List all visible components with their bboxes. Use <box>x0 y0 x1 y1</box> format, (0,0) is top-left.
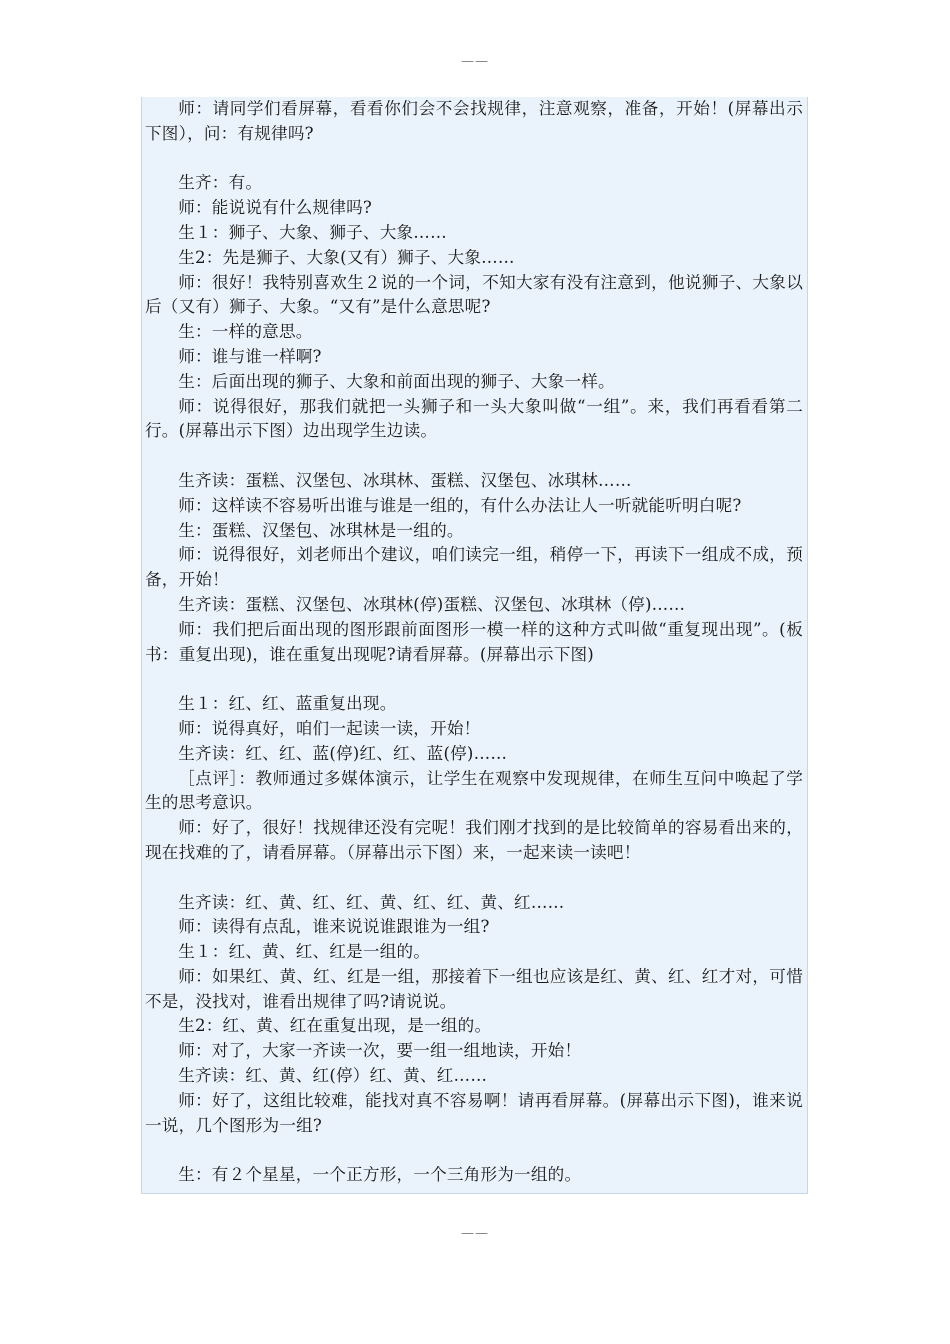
paragraph: ［点评］：教师通过多媒体演示，让学生在观察中发现规律，在师生互问中唤起了学生的思考意识。 <box>145 768 803 813</box>
page-footer-mark: —— <box>461 1226 489 1241</box>
paragraph: 师：如果红、黄、红、红是一组，那接着下一组也应该是红、黄、红、红才对，可惜不是，没找对，谁看出规律了吗?请说说。 <box>145 966 803 1011</box>
paragraph: 师：我们把后面出现的图形跟前面图形一模一样的这种方式叫做“重复现出现”。(板书：重复出现)，谁在重复出现呢?请看屏幕。(屏幕出示下图) <box>145 619 803 664</box>
blank-line <box>145 147 803 172</box>
paragraph: 生齐读：红、黄、红、红、黄、红、红、黄、红…… <box>178 892 565 912</box>
paragraph: 师：好了，这组比较难，能找对真不容易啊！请再看屏幕。(屏幕出示下图)，谁来说一说，几个图形为一组? <box>145 1090 803 1135</box>
blank-line <box>145 866 803 891</box>
paragraph: 师：说得真好，咱们一起读一读，开始！ <box>178 718 481 738</box>
paragraph: 生2：先是狮子、大象(又有）狮子、大象…… <box>178 247 515 267</box>
paragraph: 生齐读：蛋糕、汉堡包、冰琪林(停)蛋糕、汉堡包、冰琪林（停)…… <box>178 594 686 614</box>
blank-line <box>145 667 803 692</box>
paragraph: 生１：红、红、蓝重复出现。 <box>178 694 397 714</box>
paragraph: 师：说得很好，刘老师出个建议，咱们读完一组，稍停一下，再读下一组成不成，预备，开始！ <box>145 545 803 590</box>
paragraph: 生2：红、黄、红在重复出现，是一组的。 <box>178 1016 492 1036</box>
paragraph: 生齐读：红、红、蓝(停)红、红、蓝(停)…… <box>178 743 508 763</box>
paragraph: 师：好了，很好！找规律还没有完呢！我们刚才找到的是比较简单的容易看出来的，现在找难的了，请看屏幕。（屏幕出示下图）来，一起来读一读吧！ <box>145 818 803 862</box>
blank-line <box>145 1138 803 1163</box>
paragraph: 师：对了，大家一齐读一次，要一组一组地读，开始！ <box>178 1041 582 1061</box>
paragraph: 师：请同学们看屏幕，看看你们会不会找规律，注意观察，准备，开始！(屏幕出示下图），问：有规律吗? <box>145 99 803 143</box>
paragraph: 生１：红、黄、红、红是一组的。 <box>178 942 431 962</box>
paragraph: 师：读得有点乱，谁来说说谁跟谁为一组? <box>178 917 490 937</box>
paragraph: 生齐读：蛋糕、汉堡包、冰琪林、蛋糕、汉堡包、冰琪林…… <box>178 470 632 490</box>
paragraph: 师：谁与谁一样啊? <box>178 346 322 366</box>
page-header-mark: —— <box>461 54 489 69</box>
paragraph: 师：很好！我特别喜欢生２说的一个词，不知大家有没有注意到，他说狮子、大象以后（又有）狮子、大象。“又有”是什么意思呢? <box>145 272 803 317</box>
blank-line <box>145 444 803 469</box>
paragraph: 师：能说说有什么规律吗? <box>178 198 373 218</box>
paragraph: 生：一样的意思。 <box>178 322 313 342</box>
paragraph: 师：说得很好，那我们就把一头狮子和一头大象叫做“一组”。来，我们再看看第二行。(屏幕出示下图）边出现学生边读。 <box>145 396 803 441</box>
lesson-transcript <box>141 97 808 1194</box>
paragraph: 师：这样读不容易听出谁与谁是一组的，有什么办法让人一听就能听明白呢? <box>178 495 742 515</box>
paragraph: 生齐：有。 <box>178 173 263 193</box>
paragraph: 生：蛋糕、汉堡包、冰琪林是一组的。 <box>178 520 464 540</box>
paragraph: 生：有２个星星，一个正方形，一个三角形为一组的。 <box>178 1165 582 1185</box>
paragraph: 生１：狮子、大象、狮子、大象…… <box>178 222 447 242</box>
paragraph: 生齐读：红、黄、红(停）红、黄、红…… <box>178 1066 488 1086</box>
paragraph: 生：后面出现的狮子、大象和前面出现的狮子、大象一样。 <box>178 371 615 391</box>
